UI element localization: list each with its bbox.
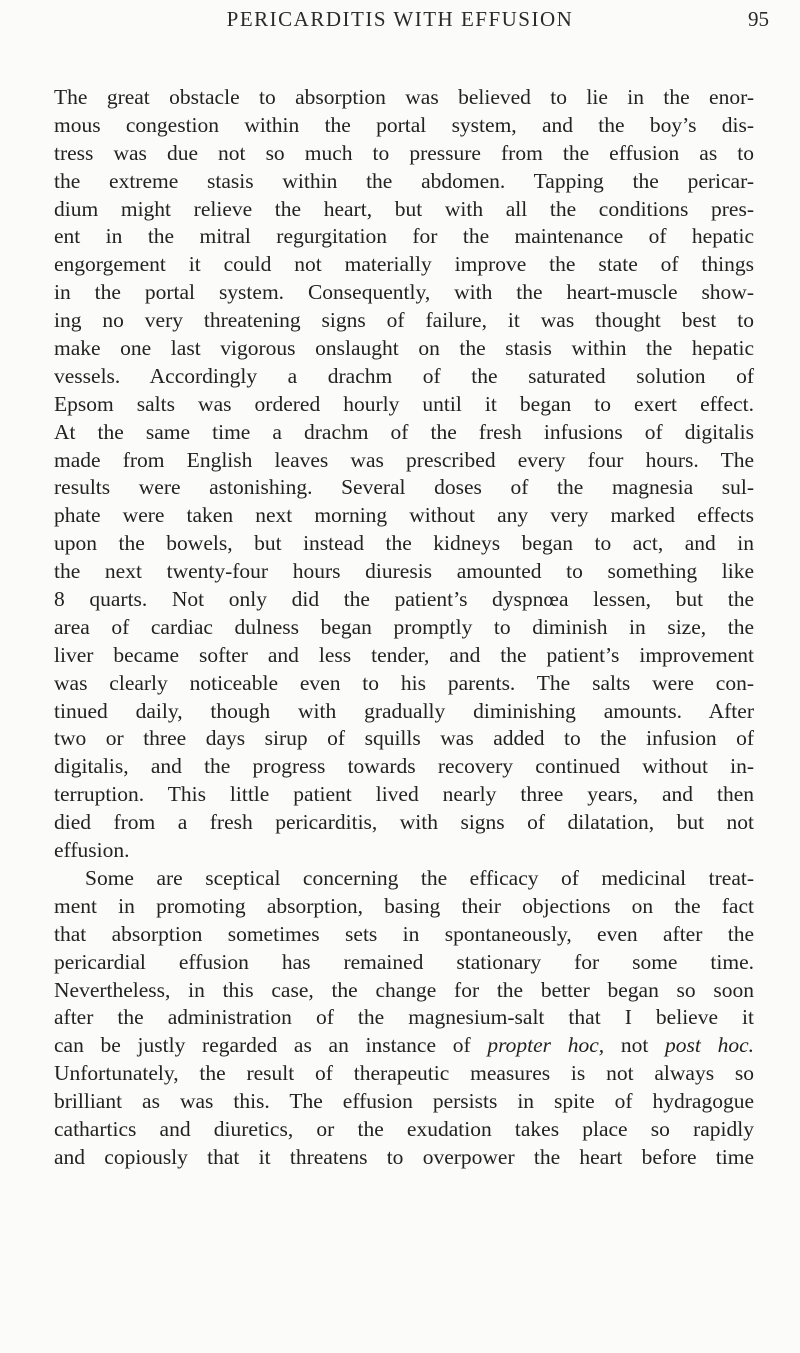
- text-line: digitalis, and the progress towards recovery continued without in-: [54, 754, 754, 779]
- text-line: ment in promoting absorption, basing their objections on the fact: [54, 893, 754, 918]
- line-text: not: [604, 1033, 666, 1058]
- text-line: made from English leaves was prescribed every four hours. The: [54, 447, 754, 472]
- line-text: can be justly regarded as an instance of: [54, 1033, 488, 1058]
- text-line: ent in the mitral regurgitation for the maintenance of hepatic: [54, 224, 754, 249]
- text-line: the next twenty-four hours diuresis amounted to something like: [54, 559, 754, 584]
- text-line: vessels. Accordingly a drachm of the saturated solution of: [54, 363, 754, 388]
- text-line: was clearly noticeable even to his parents. The salts were con-: [54, 670, 754, 695]
- text-line: the extreme stasis within the abdomen. Tapping the pericar-: [54, 168, 754, 193]
- text-line: tress was due not so much to pressure from the effusion as to: [54, 140, 754, 165]
- body-text: [54, 84, 754, 1172]
- text-line: 8 quarts. Not only did the patient’s dyspnœa lessen, but the: [54, 587, 754, 612]
- text-line: Epsom salts was ordered hourly until it began to exert effect.: [54, 391, 754, 416]
- text-line: At the same time a drachm of the fresh infusions of digitalis: [54, 419, 754, 444]
- text-line: The great obstacle to absorption was believed to lie in the enor-: [54, 85, 754, 109]
- text-line: two or three days sirup of squills was added to the infusion of: [54, 726, 754, 751]
- text-line: area of cardiac dulness began promptly to diminish in size, the: [54, 614, 754, 639]
- running-title: PERICARDITIS WITH EFFUSION: [226, 7, 574, 31]
- text-line: engorgement it could not materially improve the state of things: [54, 252, 754, 277]
- text-line: pericardial effusion has remained stationary for some time.: [54, 949, 754, 974]
- text-line: effusion.: [54, 838, 130, 863]
- text-line-with-latin: [54, 1032, 754, 1060]
- text-line: tinued daily, though with gradually diminishing amounts. After: [54, 698, 754, 723]
- text-line: upon the bowels, but instead the kidneys began to act, and in: [54, 531, 754, 556]
- text-line: that absorption sometimes sets in spontaneously, even after the: [54, 921, 754, 946]
- text-line: ing no very threatening signs of failure, it was thought best to: [54, 308, 754, 333]
- text-line: brilliant as was this. The effusion persists in spite of hydragogue: [54, 1089, 754, 1114]
- text-line: mous congestion within the portal system, and the boy’s dis-: [54, 112, 754, 137]
- text-line: liver became softer and less tender, and the patient’s improvement: [54, 642, 754, 667]
- text-line: phate were taken next morning without any very marked effects: [54, 503, 754, 528]
- page-number: 95: [748, 7, 769, 31]
- text-line: dium might relieve the heart, but with all the conditions pres-: [54, 196, 754, 221]
- text-line: and copiously that it threatens to overpower the heart before time: [54, 1144, 754, 1169]
- text-line: make one last vigorous onslaught on the stasis within the hepatic: [54, 336, 754, 361]
- latin-phrase: propter hoc,: [487, 1033, 605, 1058]
- text-line: in the portal system. Consequently, with the heart-muscle show-: [54, 280, 754, 305]
- running-head: [0, 0, 800, 40]
- paragraph-1: [54, 84, 754, 865]
- text-line: terruption. This little patient lived nearly three years, and then: [54, 782, 754, 807]
- text-line: died from a fresh pericarditis, with signs of dilatation, but not: [54, 810, 754, 835]
- text-line: cathartics and diuretics, or the exudation takes place so rapidly: [54, 1116, 754, 1141]
- text-line: Some are sceptical concerning the efficacy of medicinal treat-: [85, 865, 754, 890]
- text-line: Nevertheless, in this case, the change for the better began so soon: [54, 977, 754, 1002]
- latin-phrase: post hoc.: [665, 1033, 754, 1058]
- text-line: results were astonishing. Several doses of the magnesia sul-: [54, 475, 754, 500]
- paragraph-2: [54, 865, 754, 1172]
- text-line: Unfortunately, the result of therapeutic measures is not always so: [54, 1061, 754, 1086]
- text-line: after the administration of the magnesium-salt that I believe it: [54, 1005, 754, 1030]
